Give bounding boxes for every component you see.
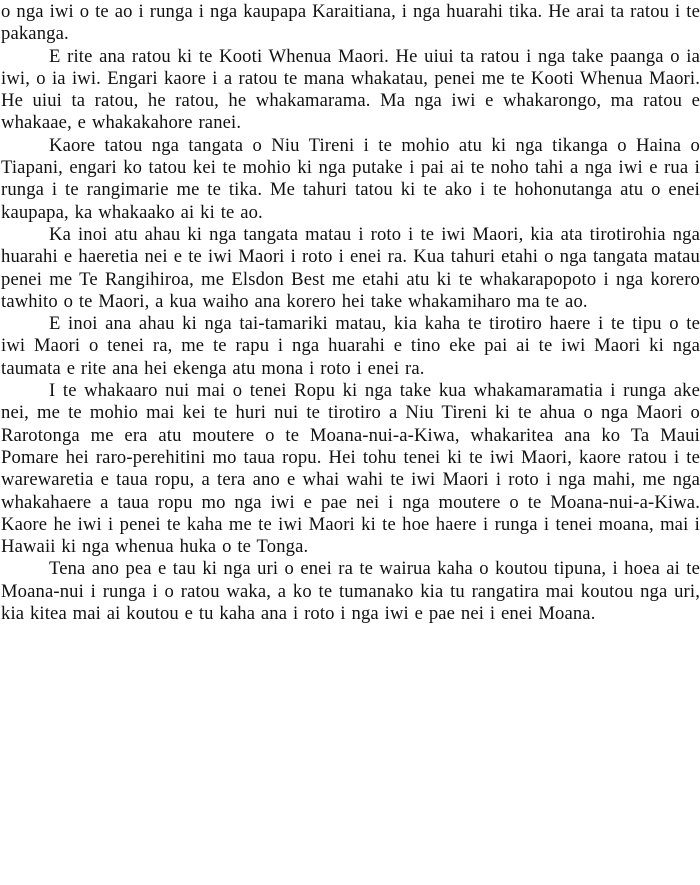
paragraph-6: I te whakaaro nui mai o tenei Ropu ki nga take kua whakamaramatia i runga ake nei, me te mohio mai kei te huri nui te tirotiro a Niu Tireni ki te ahua o nga Maori o Rarotonga me era atu moutere o te Moana-nui-a-Kiwa, whakaritea ana ko Ta Maui Pomare hei raro-perehitini mo taua ropu. Hei tohu tenei ki te iwi Maori, kaore ratou i te warewaretia e taua ropu, a tera ano e whai wahi te iwi Maori i roto i nga mahi, me nga whakahaere a taua ropu mo nga iwi e pae nei i nga moutere o te Moana-nui-a-Kiwa. Kaore he iwi i penei te kaha me te iwi Maori ki te hoe haere i runga i tenei moana, mai i Hawaii ki nga whenua huka o te Tonga. bbox=[1, 380, 700, 558]
paragraph-5: E inoi ana ahau ki nga tai-tamariki matau, kia kaha te tirotiro haere i te tipu o te iwi Maori o tenei ra, me te rapu i nga huarahi e tino eke pai ai te iwi Maori ki nga taumata e rite ana hei ekenga atu mona i roto i enei ra. bbox=[1, 313, 700, 379]
paragraph-1: o nga iwi o te ao i runga i nga kaupapa Karaitiana, i nga huarahi tika. He arai ta ratou i te pakanga. bbox=[1, 1, 700, 45]
paragraph-7: Tena ano pea e tau ki nga uri o enei ra te wairua kaha o koutou tipuna, i hoea ai te Moana-nui i runga i o ratou waka, a ko te tumanako kia tu rangatira mai koutou nga uri, kia kitea mai ai koutou e tu kaha ana i roto i nga iwi e pae nei i enei Moana. bbox=[1, 558, 700, 625]
paragraph-2: E rite ana ratou ki te Kooti Whenua Maori. He uiui ta ratou i nga take paanga o ia iwi, o ia iwi. Engari kaore i a ratou te mana whakatau, penei me te Kooti Whenua Maori. He uiui ta ratou, he ratou, he whakamarama. Ma nga iwi e whakarongo, ma ratou e whakaae, e whakakahore ranei. bbox=[1, 45, 700, 134]
paragraph-3: Kaore tatou nga tangata o Niu Tireni i te mohio atu ki nga tikanga o Haina o Tiapani, engari ko tatou kei te mohio ki nga putake i pai ai te noho tahi a nga iwi e rua i runga i te rangimarie me te tika. Me tahuri tatou ki te ako i te hohonutanga atu o enei kaupapa, ka whakaako ai ki te ao. bbox=[1, 134, 700, 223]
paragraph-4: Ka inoi atu ahau ki nga tangata matau i roto i te iwi Maori, kia ata tirotirohia nga huarahi e haeretia nei e te iwi Maori i roto i enei ra. Kua tahuri etahi o nga tangata matau penei me Te Rangihiroa, me Elsdon Best me etahi atu ki te whakarapopoto i nga korero tawhito o te Maori, a kua waiho ana korero hei take whakamiharo ma te ao. bbox=[1, 223, 700, 312]
